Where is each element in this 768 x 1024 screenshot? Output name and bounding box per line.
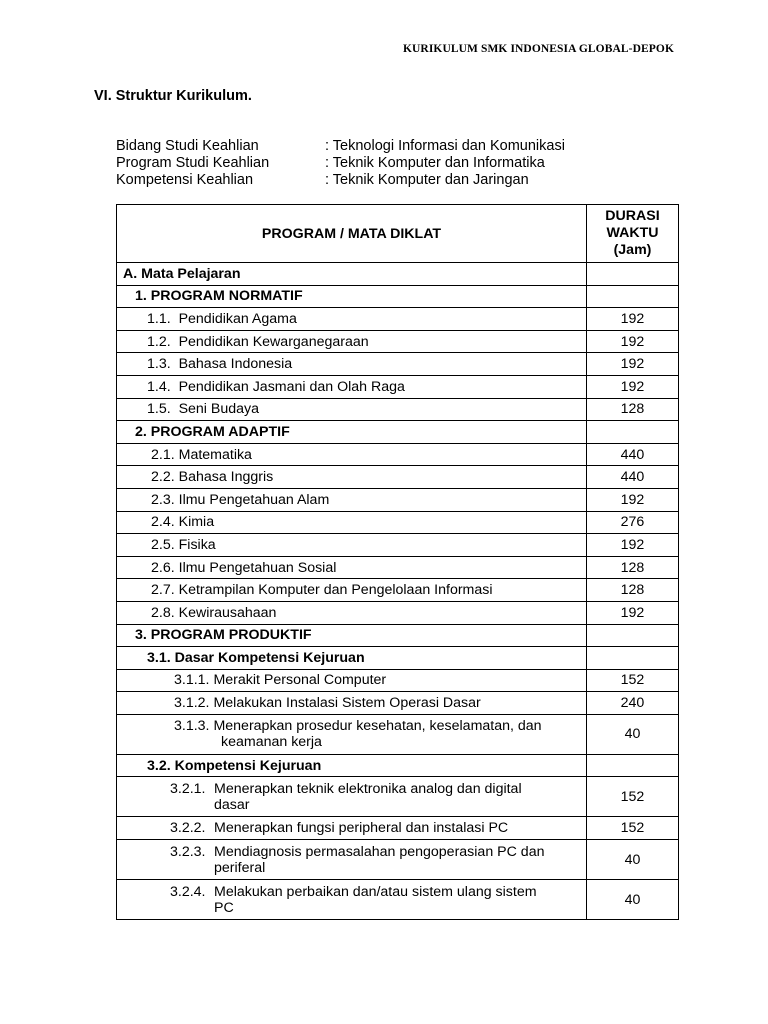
hours-cell: 192 xyxy=(587,601,679,624)
subject-name: Pendidikan Kewarganegaraan xyxy=(178,333,369,350)
group-produktif-label: 3. PROGRAM PRODUKTIF xyxy=(117,624,587,647)
group-row xyxy=(117,624,679,647)
subject-name: Bahasa Indonesia xyxy=(178,356,293,373)
group-adaptif-label: 2. PROGRAM ADAPTIF xyxy=(117,421,587,444)
subgroup-kejuruan-label: 3.2. Kompetensi Kejuruan xyxy=(117,754,587,777)
table-row xyxy=(117,330,679,353)
subject-number: 3.2.1. xyxy=(170,780,206,797)
hours-cell: 152 xyxy=(587,817,679,840)
subject-name: Fisika xyxy=(178,536,216,553)
table-row xyxy=(117,669,679,692)
subject-multiline xyxy=(170,844,586,876)
hours-cell: 192 xyxy=(587,375,679,398)
hours-cell: 192 xyxy=(587,353,679,376)
subject-cell xyxy=(117,601,587,624)
hours-cell: 192 xyxy=(587,488,679,511)
meta-row-bidang xyxy=(116,138,565,155)
table-row xyxy=(117,308,679,331)
subject-name: Pendidikan Jasmani dan Olah Raga xyxy=(178,378,405,395)
hours-cell: 440 xyxy=(587,443,679,466)
subject-number: 2.7. xyxy=(151,582,175,599)
hours-cell xyxy=(587,285,679,308)
subject-cell xyxy=(117,840,587,880)
table-row xyxy=(117,511,679,534)
subject-name: Menerapkan prosedur kesehatan, keselamatan, dan xyxy=(213,718,542,735)
hours-cell: 40 xyxy=(587,880,679,920)
meta-row-program xyxy=(116,155,565,172)
table-row xyxy=(117,443,679,466)
subject-multiline xyxy=(170,781,586,813)
subject-number: 3.2.4. xyxy=(170,883,206,900)
running-header: KURIKULUM SMK INDONESIA GLOBAL-DEPOK xyxy=(402,43,674,55)
section-row xyxy=(117,263,679,286)
subject-text xyxy=(214,884,586,916)
hours-cell xyxy=(587,754,679,777)
section-title: VI. Struktur Kurikulum. xyxy=(94,88,252,104)
meta-label: Kompetensi Keahlian xyxy=(116,172,254,188)
hours-cell: 152 xyxy=(587,669,679,692)
meta-value: : Teknik Komputer dan Jaringan xyxy=(325,172,529,188)
subject-name: Pendidikan Agama xyxy=(178,310,297,327)
table-row xyxy=(117,777,679,817)
subject-number: 1.2. xyxy=(147,333,171,350)
subgroup-row xyxy=(117,754,679,777)
subject-number: 3.1.2. xyxy=(174,695,210,712)
subject-cell xyxy=(117,511,587,534)
subject-number: 2.3. xyxy=(151,491,175,508)
subject-name: Menerapkan teknik elektronika analog dan digital xyxy=(214,780,522,797)
subject-number: 2.2. xyxy=(151,469,175,486)
subject-cell xyxy=(117,669,587,692)
subject-number: 2.1. xyxy=(151,446,175,463)
hours-cell: 128 xyxy=(587,398,679,421)
subject-cell xyxy=(117,579,587,602)
subject-cell xyxy=(117,817,587,840)
table-row xyxy=(117,488,679,511)
subject-multiline xyxy=(170,884,586,916)
subject-number: 3.1.3. xyxy=(174,718,210,735)
subject-cell xyxy=(117,308,587,331)
table-row xyxy=(117,534,679,557)
subject-cell xyxy=(117,488,587,511)
meta-value: : Teknologi Informasi dan Komunikasi xyxy=(325,138,565,154)
subject-cell xyxy=(117,880,587,920)
header-durasi-line: DURASI xyxy=(605,208,660,224)
subject-name: Kimia xyxy=(178,514,215,531)
hours-cell: 240 xyxy=(587,692,679,715)
subject-number: 1.4. xyxy=(147,378,171,395)
subject-number: 3.2.3. xyxy=(170,843,206,860)
subject-cell xyxy=(117,443,587,466)
hours-cell: 192 xyxy=(587,330,679,353)
table-row xyxy=(117,398,679,421)
hours-cell: 192 xyxy=(587,534,679,557)
hours-cell: 192 xyxy=(587,308,679,331)
hours-cell: 440 xyxy=(587,466,679,489)
subject-first-line xyxy=(174,718,586,734)
subject-number: 2.6. xyxy=(151,559,175,576)
hours-cell: 40 xyxy=(587,714,679,754)
header-durasi xyxy=(587,205,679,263)
subject-number: 1.3. xyxy=(147,356,171,373)
section-a-label: A. Mata Pelajaran xyxy=(117,263,587,286)
subject-multiline xyxy=(170,820,586,836)
subject-text xyxy=(214,781,586,813)
table-header-row xyxy=(117,205,679,263)
subject-number: 2.4. xyxy=(151,514,175,531)
group-row xyxy=(117,285,679,308)
table-row xyxy=(117,817,679,840)
meta-label: Bidang Studi Keahlian xyxy=(116,138,259,154)
subgroup-row xyxy=(117,647,679,670)
subject-name: Menerapkan fungsi peripheral dan instalasi PC xyxy=(214,820,509,837)
subject-cell xyxy=(117,466,587,489)
subject-name: Seni Budaya xyxy=(178,401,260,418)
subject-name-continued: PC xyxy=(214,899,234,916)
subject-cell xyxy=(117,375,587,398)
header-durasi-line: (Jam) xyxy=(613,242,652,258)
subject-name: Mendiagnosis permasalahan pengoperasian PC dan xyxy=(214,843,545,860)
subject-number: 2.8. xyxy=(151,604,175,621)
curriculum-meta xyxy=(116,138,565,189)
subject-cell xyxy=(117,398,587,421)
subject-cell xyxy=(117,777,587,817)
hours-cell xyxy=(587,421,679,444)
subject-name: Ilmu Pengetahuan Sosial xyxy=(178,559,337,576)
table-row xyxy=(117,601,679,624)
table-row xyxy=(117,840,679,880)
subject-cell xyxy=(117,330,587,353)
subject-name: Melakukan Instalasi Sistem Operasi Dasar xyxy=(213,695,481,712)
subject-name: Melakukan perbaikan dan/atau sistem ulang sistem xyxy=(214,883,537,900)
subject-number: 1.5. xyxy=(147,401,171,418)
subject-name: Matematika xyxy=(178,446,252,463)
hours-cell xyxy=(587,263,679,286)
subject-name-continued: dasar xyxy=(214,796,250,813)
subject-number: 3.2.2. xyxy=(170,820,206,837)
hours-cell: 276 xyxy=(587,511,679,534)
table-row xyxy=(117,692,679,715)
subject-name: Ketrampilan Komputer dan Pengelolaan Informasi xyxy=(178,582,493,599)
table-row xyxy=(117,353,679,376)
meta-row-kompetensi xyxy=(116,172,565,189)
subject-name: Kewirausahaan xyxy=(178,604,277,621)
table-row xyxy=(117,880,679,920)
meta-value: : Teknik Komputer dan Informatika xyxy=(325,155,545,171)
table-row xyxy=(117,466,679,489)
subject-number: 2.5. xyxy=(151,536,175,553)
hours-cell: 128 xyxy=(587,579,679,602)
header-durasi-line: WAKTU xyxy=(606,225,659,241)
subject-name: Ilmu Pengetahuan Alam xyxy=(178,491,330,508)
subject-text xyxy=(214,844,586,876)
subject-name-continued: keamanan kerja xyxy=(221,734,322,751)
header-program: PROGRAM / MATA DIKLAT xyxy=(117,205,587,263)
curriculum-table xyxy=(116,204,679,920)
subject-number: 1.1. xyxy=(147,310,171,327)
subject-cell xyxy=(117,353,587,376)
table-row xyxy=(117,375,679,398)
subject-number: 3.1.1. xyxy=(174,672,210,689)
subject-name: Bahasa Inggris xyxy=(178,469,274,486)
group-normatif-label: 1. PROGRAM NORMATIF xyxy=(117,285,587,308)
hours-cell xyxy=(587,647,679,670)
subject-name-continued: periferal xyxy=(214,859,266,876)
subject-name: Merakit Personal Computer xyxy=(213,672,387,689)
hours-cell: 40 xyxy=(587,840,679,880)
hours-cell: 128 xyxy=(587,556,679,579)
table-row xyxy=(117,714,679,754)
hours-cell xyxy=(587,624,679,647)
subgroup-dasar-label: 3.1. Dasar Kompetensi Kejuruan xyxy=(117,647,587,670)
meta-label: Program Studi Keahlian xyxy=(116,155,270,171)
hours-cell: 152 xyxy=(587,777,679,817)
subject-cell xyxy=(117,714,587,754)
subject-cell xyxy=(117,692,587,715)
table-row xyxy=(117,556,679,579)
subject-cell xyxy=(117,556,587,579)
subject-cell xyxy=(117,534,587,557)
table-row xyxy=(117,579,679,602)
group-row xyxy=(117,421,679,444)
